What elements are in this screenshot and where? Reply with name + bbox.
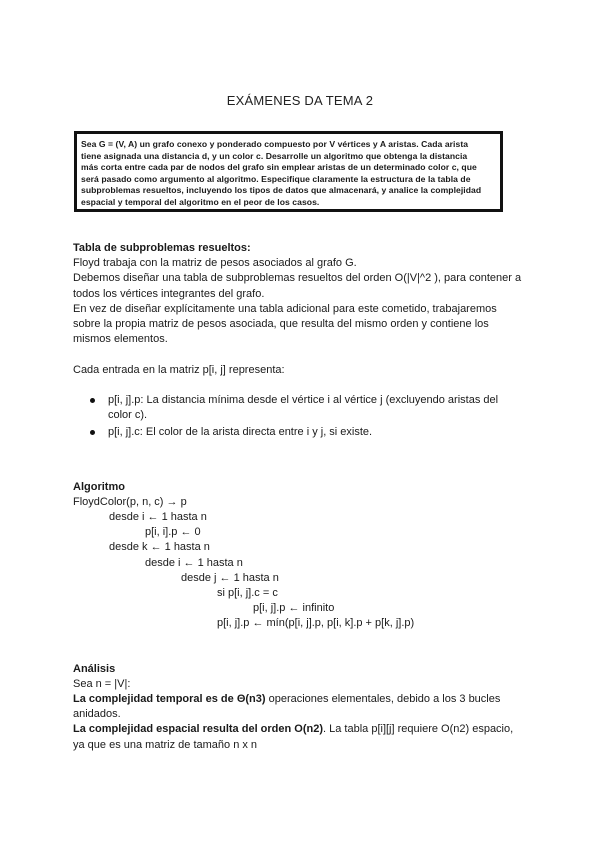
code-line: desde j ← 1 hasta n bbox=[181, 571, 279, 584]
code-line: desde i ← 1 hasta n bbox=[109, 511, 207, 524]
spatial-complexity-line bbox=[73, 722, 543, 737]
espacial-rest: . La tabla p[i][j] requiere O(n2) espacio, bbox=[323, 723, 514, 736]
spacer bbox=[73, 378, 543, 393]
bullet-text: p[i, j].p: La distancia mínima desde el vértice i al vértice j (excluyendo aristas del bbox=[108, 394, 499, 406]
statement-line: tiene asignada una distancia d, y un color c. Desarrolle un algoritmo que obtenga la distancia bbox=[81, 150, 468, 161]
algorithm-block bbox=[73, 480, 543, 632]
problem-statement-box bbox=[74, 131, 503, 212]
document-body bbox=[73, 241, 543, 753]
statement-line: será pasado como argumento al algoritmo. Especifique claramente la estructura de la tabla de bbox=[81, 173, 471, 184]
code-line: p[i, j].p ← infinito bbox=[253, 602, 335, 615]
spacer bbox=[73, 632, 543, 662]
code-line: p[i, i].p ← 0 bbox=[145, 526, 201, 539]
list-item bbox=[73, 393, 548, 423]
statement-line: más corta entre cada par de nodos del grafo sin emplear aristas de un determinado color c, que bbox=[81, 162, 477, 173]
analisis-sea: Sea n = |V|: bbox=[73, 677, 131, 690]
entry-bullet-list bbox=[73, 393, 543, 441]
spacer bbox=[73, 347, 543, 362]
spacer bbox=[73, 473, 543, 480]
paragraph-line: Debemos diseñar una tabla de subproblemas resueltos del orden O(|V|^2 ), para contener a bbox=[73, 272, 522, 285]
temporal-rest: operaciones elementales, debido a los 3 bucles bbox=[265, 693, 501, 706]
code-line: p[i, j].p ← mín(p[i, j].p, p[i, k].p + p[k, j].p) bbox=[217, 617, 415, 630]
code-line: desde i ← 1 hasta n bbox=[145, 556, 243, 569]
code-line: si p[i, j].c = c bbox=[217, 587, 278, 600]
algoritmo-heading: Algoritmo bbox=[73, 480, 125, 493]
list-item bbox=[73, 425, 548, 440]
paragraph-line: anidados. bbox=[73, 708, 121, 721]
paragraph-line: Floyd trabaja con la matriz de pesos asociados al grafo G. bbox=[73, 257, 357, 270]
statement-line: Sea G = (V, A) un grafo conexo y ponderado compuesto por V vértices y A aristas. Cada arista bbox=[81, 139, 469, 149]
statement-line: subproblemas resueltos, incluyendo los tipos de datos que almacenará, y analice la complejidad bbox=[81, 185, 482, 196]
espacial-bold: La complejidad espacial resulta del orden O(n2) bbox=[73, 723, 324, 736]
entry-intro: Cada entrada en la matriz p[i, j] representa: bbox=[73, 363, 285, 376]
bullet-dot-icon bbox=[90, 398, 95, 403]
bullet-text: color c). bbox=[108, 409, 148, 422]
analisis-heading: Análisis bbox=[73, 662, 116, 675]
bullet-dot-icon bbox=[90, 430, 95, 435]
paragraph-line: todos los vértices integrantes del grafo. bbox=[73, 287, 265, 300]
paragraph-line: En vez de diseñar explícitamente una tabla adicional para este cometido, trabajaremos bbox=[73, 302, 497, 315]
statement-line: espacial y temporal del algoritmo en el peor de los casos. bbox=[81, 196, 320, 207]
temporal-complexity-line bbox=[73, 692, 543, 707]
tabla-heading: Tabla de subproblemas resueltos: bbox=[73, 242, 251, 254]
bullet-text: p[i, j].c: El color de la arista directa entre i y j, si existe. bbox=[108, 426, 373, 439]
code-line: FloydColor(p, n, c) → p bbox=[73, 495, 187, 508]
spacer bbox=[73, 443, 543, 473]
code-line: desde k ← 1 hasta n bbox=[109, 541, 210, 554]
paragraph-line: sobre la propia matriz de pesos asociada, que resulta del mismo orden y contiene los bbox=[73, 318, 489, 331]
paragraph-line: mismos elementos. bbox=[73, 333, 168, 346]
paragraph-line: ya que es una matriz de tamaño n x n bbox=[73, 738, 258, 751]
temporal-bold: La complejidad temporal es de Θ(n3) bbox=[73, 693, 266, 706]
page-title: EXÁMENES DA TEMA 2 bbox=[226, 93, 374, 108]
